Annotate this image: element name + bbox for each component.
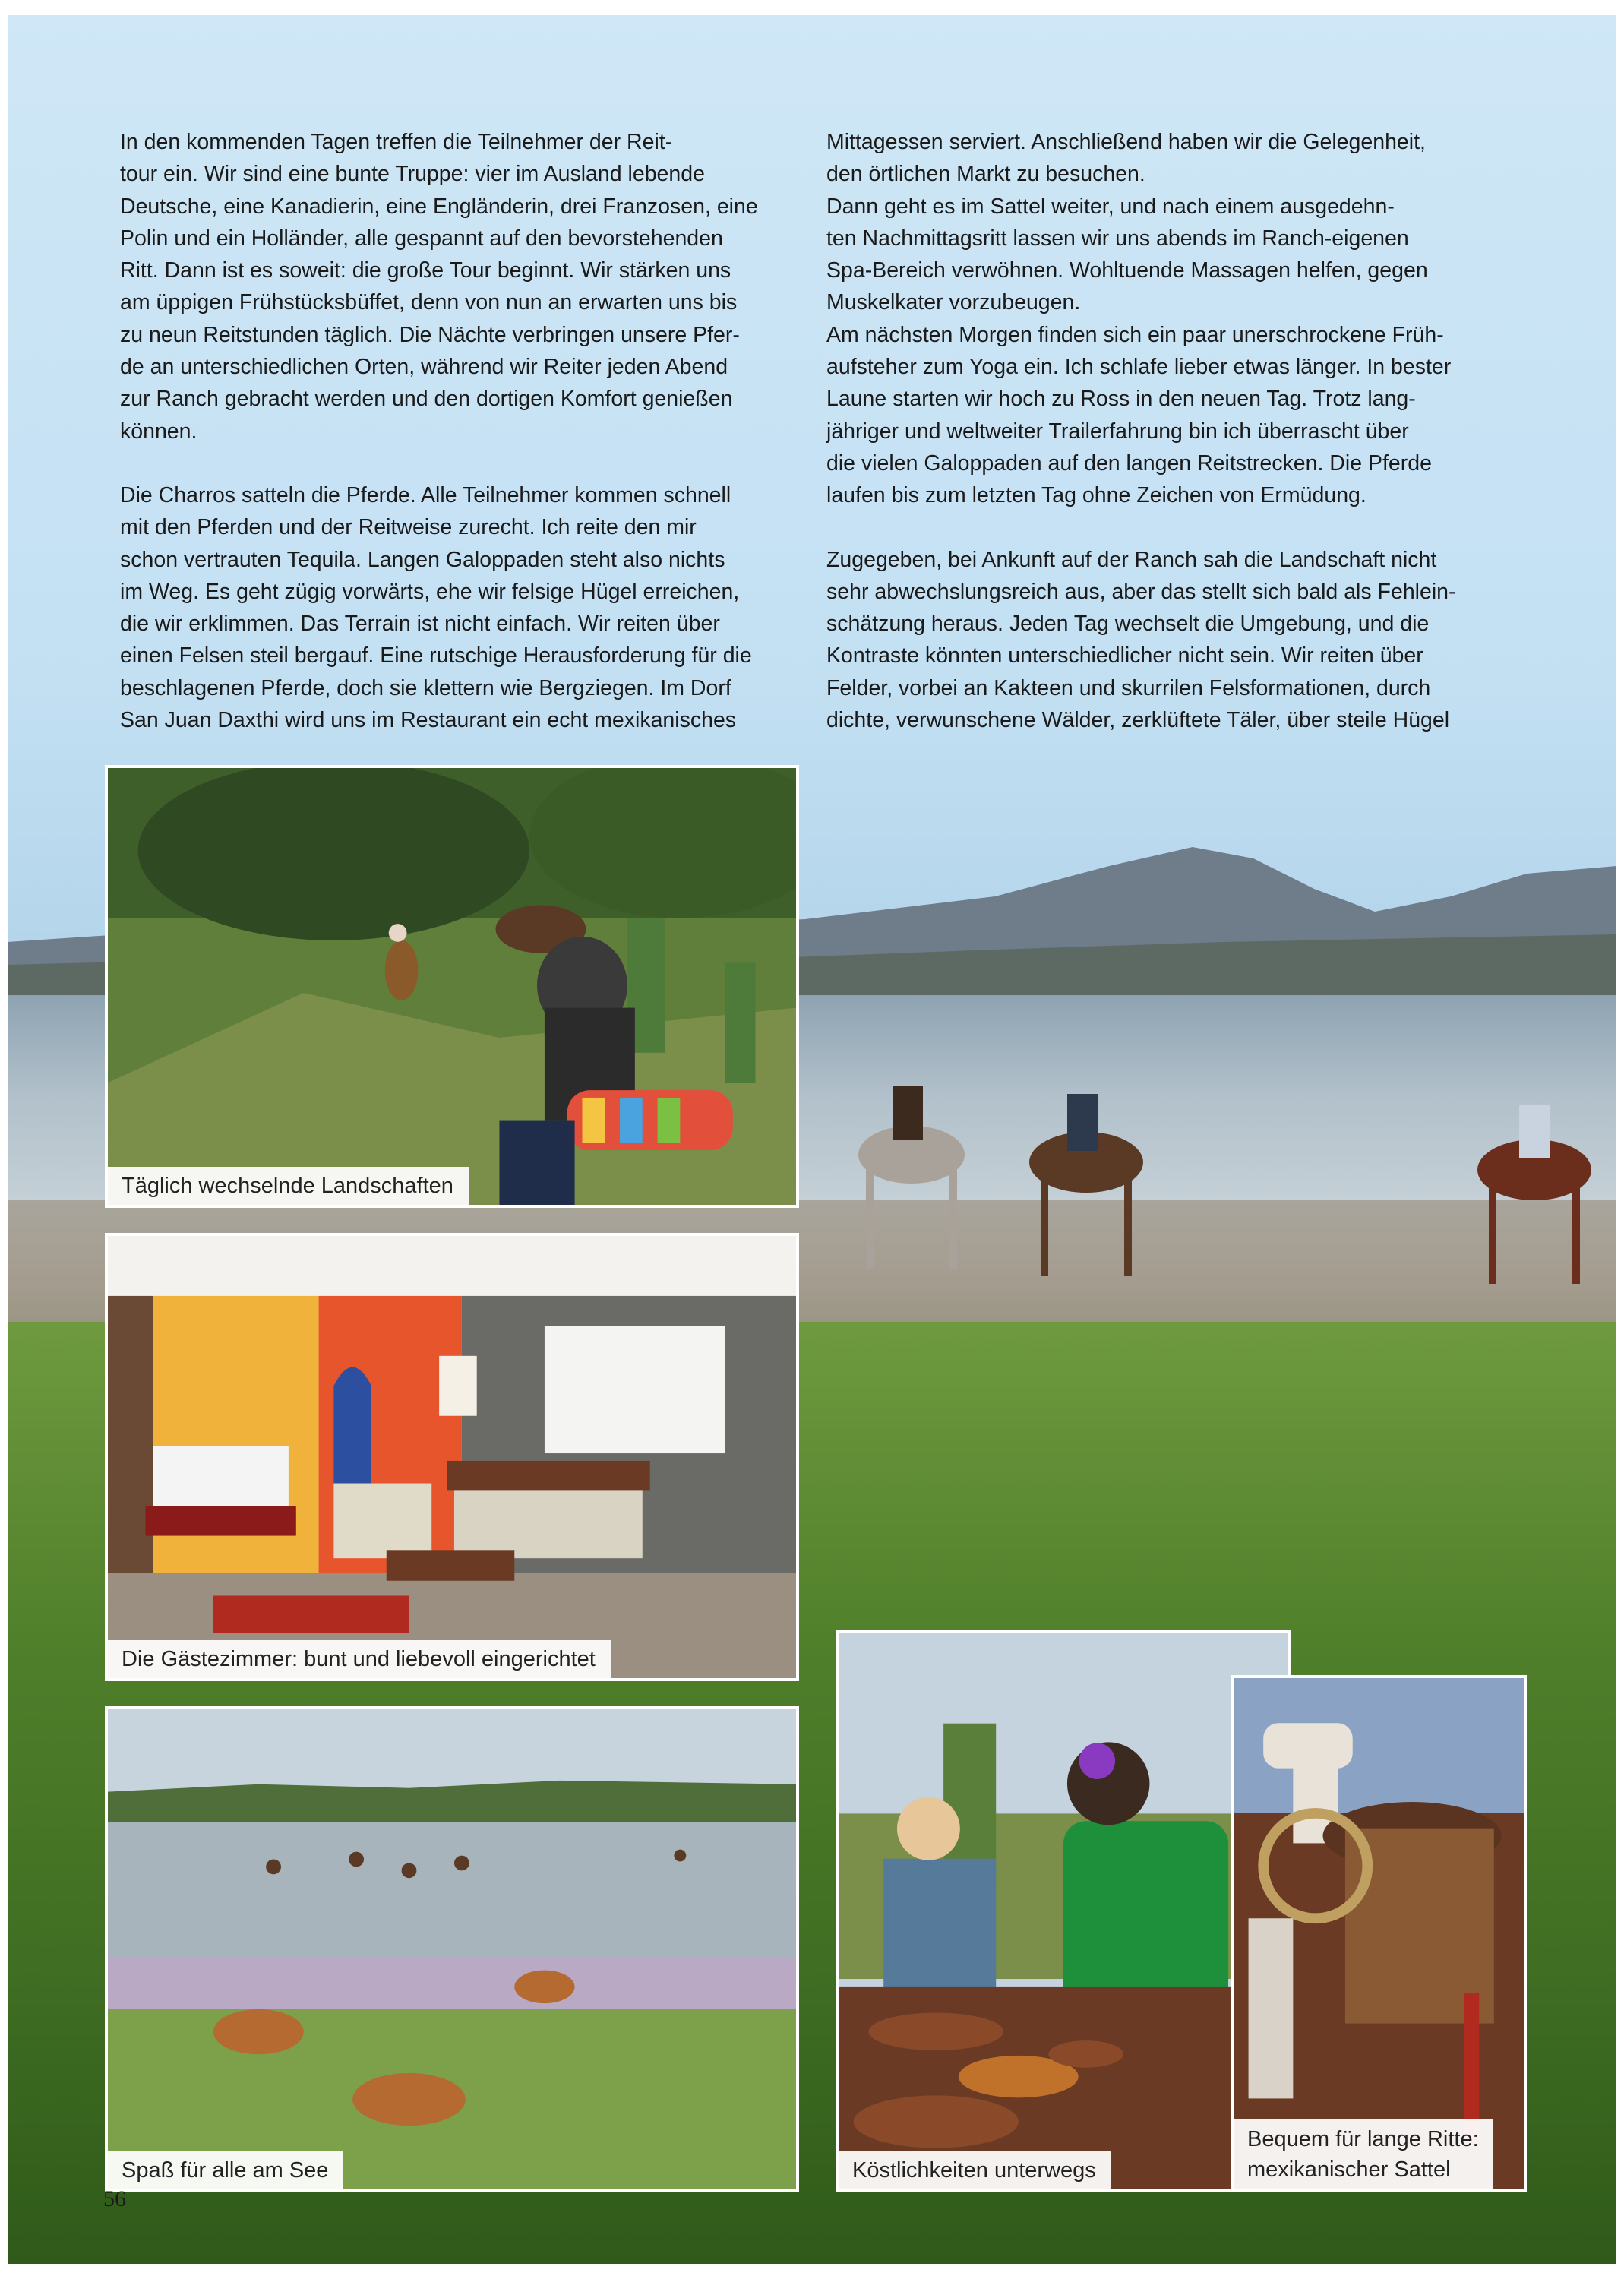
article-paragraph: Mittagessen serviert. Anschließend haben wir die Gelegenheit, den örtlichen Markt zu besuchen. Dann geht es im Sattel weiter, und nach einem ausgedehn- ten Nachmittagsritt lassen wir uns abends im Ranch-eigenen Spa-Bereich verwöhnen. Wohltuende Massagen helfen, gegen Muskelkater vorzubeugen. Am nächsten Morgen finden sich ein paar unerschrockene Früh- aufsteher zum Yoga ein. Ich schlafe lieber etwas länger. In bester Laune starten wir hoch zu Ross in den neuen Tag. Trotz lang- jähriger und weltweiter Trailerfahrung bin ich überrascht über die vielen Galoppaden auf den langen Reitstrecken. Die Pferde laufen bis zum letzten Tag ohne Zeichen von Ermüdung. (826, 130, 1452, 508)
photo-landscapes (105, 765, 799, 1208)
article-paragraph: In den kommenden Tagen treffen die Teilnehmer der Reit- tour ein. Wir sind eine bunte Truppe: vier im Ausland lebende Deutsche, eine Kanadierin, eine Engländerin, drei Franzosen, eine Polin und ein Holländer, alle gespannt auf den bevorstehenden Ritt. Dann ist es soweit: die große Tour beginnt. Wir stärken uns am üppigen Frühstücksbüffet, denn von nun an erwarten uns bis zu neun Reitstunden täglich. Die Nächte verbringen unsere Pfer- de an unterschiedlichen Orten, während wir Reiter jeden Abend zur Ranch gebracht werden und den dortigen Komfort genießen können. (120, 130, 758, 444)
photo-saddle (1231, 1675, 1527, 2192)
photo-lake-illustration (108, 1709, 796, 2189)
article-paragraph: Zugegeben, bei Ankunft auf der Ranch sah die Landschaft nicht sehr abwechslungsreich aus, aber das stellt sich bald als Fehlein- schätzung heraus. Jeden Tag wechselt die Umgebung, und die Kontraste könnten unterschiedlicher nicht sein. Wir reiten über Felder, vorbei an Kakteen und skurrilen Felsformationen, durch dichte, verwunschene Wälder, zerklüftete Täler, über steile Hügel (826, 547, 1456, 733)
photo-lake (105, 1706, 799, 2192)
photo-caption: Täglich wechselnde Landschaften (108, 1167, 469, 1205)
photo-guestrooms-illustration (108, 1236, 796, 1678)
article-column-right (826, 126, 1533, 736)
article-column-left (120, 126, 819, 736)
photo-food (836, 1630, 1291, 2192)
photo-caption: Spaß für alle am See (108, 2151, 343, 2189)
photo-caption: Köstlichkeiten unterwegs (839, 2151, 1111, 2189)
article-paragraph: Die Charros satteln die Pferde. Alle Teilnehmer kommen schnell mit den Pferden und der Reitweise zurecht. Ich reite den mir schon vertrauten Tequila. Langen Galoppaden steht also nichts im Weg. Es geht zügig vorwärts, ehe wir felsige Hügel erreichen, die wir erklimmen. Das Terrain ist nicht einfach. Wir reiten über einen Felsen steil bergauf. Eine rutschige Herausforderung für die beschlagenen Pferde, doch sie klettern wie Bergziegen. Im Dorf San Juan Daxthi wird uns im Restaurant ein echt mexikanisches (120, 482, 752, 733)
magazine-page (8, 15, 1616, 2264)
photo-saddle-illustration (1234, 1678, 1524, 2189)
photo-food-illustration (839, 1633, 1288, 2189)
page-number: 56 (103, 2186, 126, 2211)
photo-landscapes-illustration (108, 768, 796, 1205)
photo-caption: Die Gästezimmer: bunt und liebevoll eingerichtet (108, 1640, 611, 1678)
photo-guestrooms (105, 1233, 799, 1681)
photo-caption: Bequem für lange Ritte: mexikanischer Sattel (1234, 2119, 1493, 2189)
